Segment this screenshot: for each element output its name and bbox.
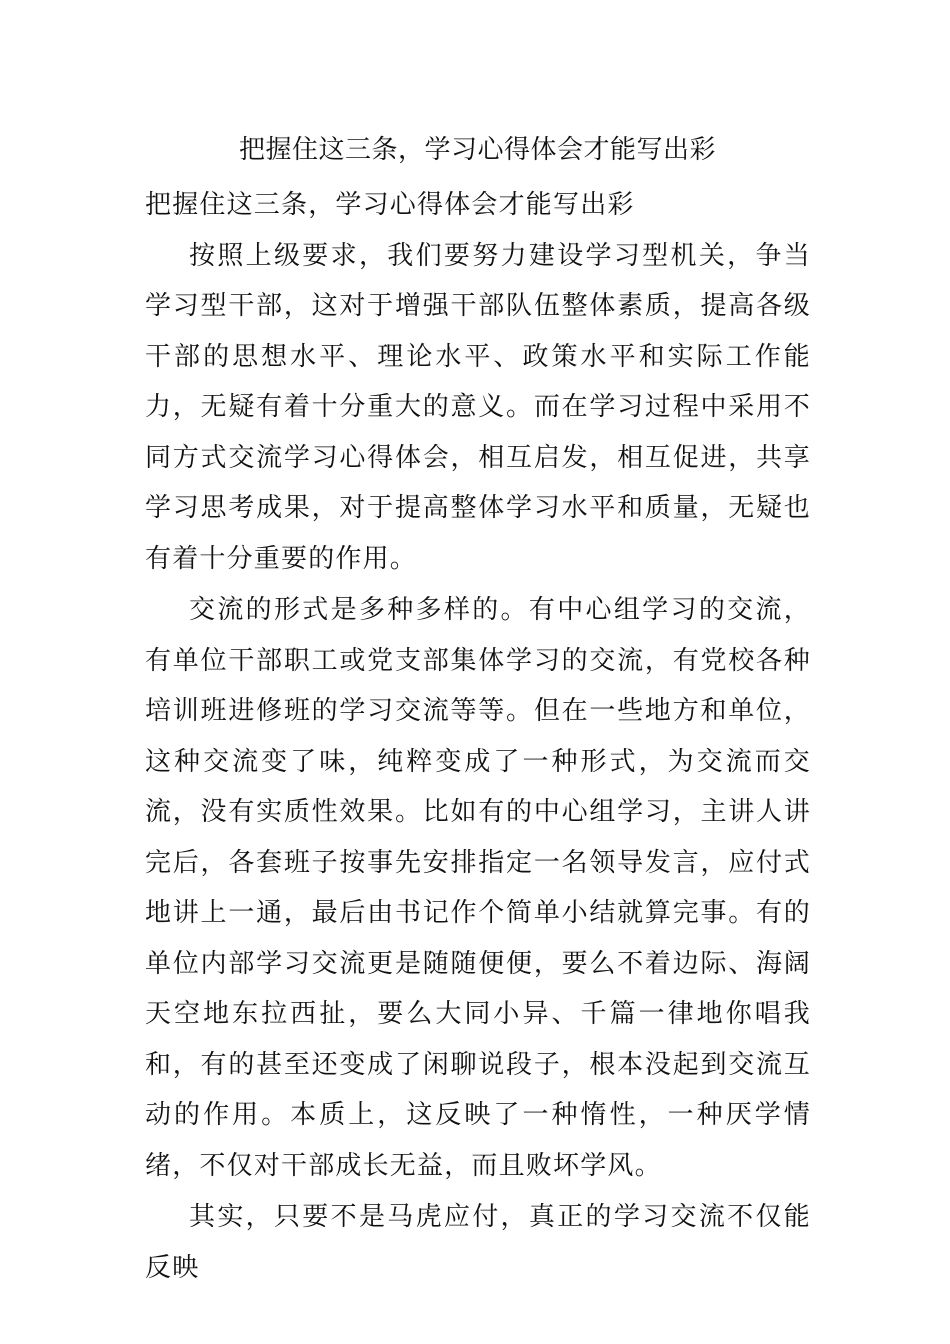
document-subtitle: 把握住这三条，学习心得体会才能写出彩 xyxy=(145,190,635,220)
document-body xyxy=(145,180,811,1294)
paragraph-2: 交流的形式是多种多样的。有中心组学习的交流，有单位干部职工或党支部集体学习的交流，有党校各种培训班进修班的学习交流等等。但在一些地方和单位，这种交流变了味，纯粹变成了一种形式，为交流而交流，没有实质性效果。比如有的中心组学习，主讲人讲完后，各套班子按事先安排指定一名领导发言，应付式地讲上一通，最后由书记作个简单小结就算完事。有的单位内部学习交流更是随随便便，要么不着边际、海阔天空地东拉西扯，要么大同小异、千篇一律地你唱我和，有的甚至还变成了闲聊说段子，根本没起到交流互动的作用。本质上，这反映了一种惰性，一种厌学情绪，不仅对干部成长无益，而且败坏学风。 xyxy=(145,595,811,1181)
paragraph-3: 其实，只要不是马虎应付，真正的学习交流不仅能反映 xyxy=(145,1202,811,1283)
paragraph-1: 按照上级要求，我们要努力建设学习型机关，争当学习型干部，这对于增强干部队伍整体素质，提高各级干部的思想水平、理论水平、政策水平和实际工作能力，无疑有着十分重大的意义。而在学习过程中采用不同方式交流学习心得体会，相互启发，相互促进，共享学习思考成果，对于提高整体学习水平和质量，无疑也有着十分重要的作用。 xyxy=(145,240,811,574)
document-title: 把握住这三条，学习心得体会才能写出彩 xyxy=(238,135,716,165)
